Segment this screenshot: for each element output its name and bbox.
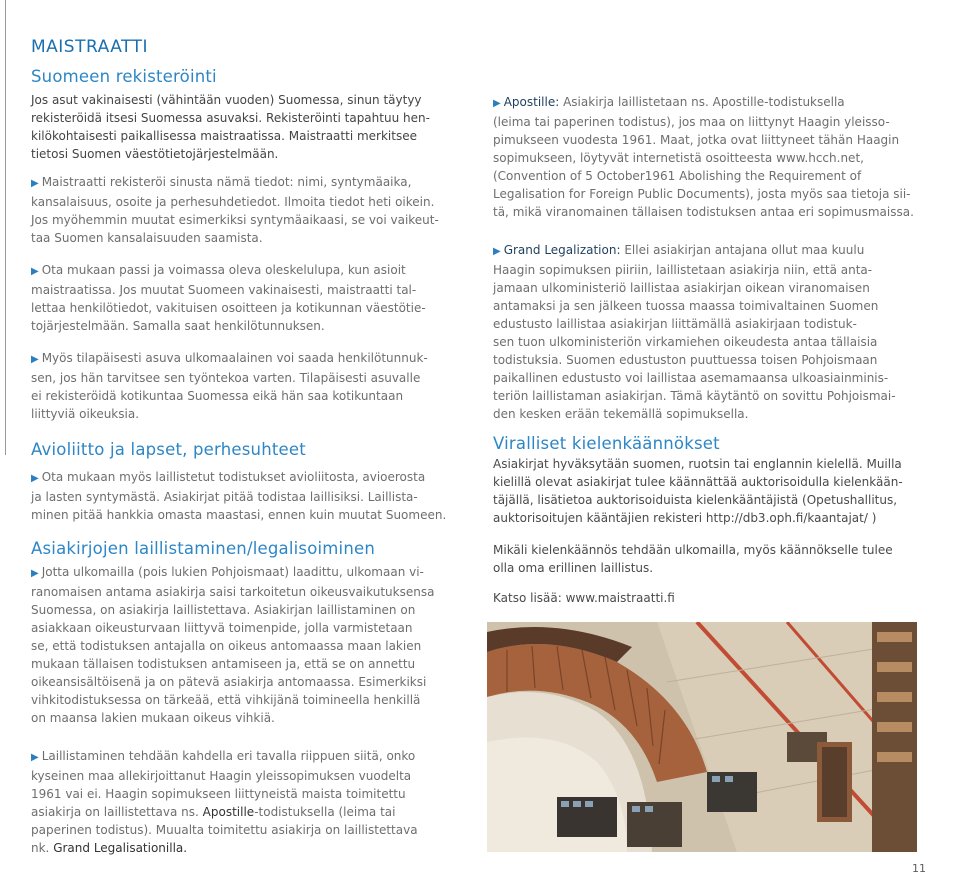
page-number: 11	[912, 862, 926, 875]
intro-paragraph: Jos asut vakinaisesti (vähintään vuoden) Suomessa, sinun täytyy rekisteröidä itsesi Suomessa asuvaksi. Rekisteröinti tapahtuu hen- kilökohtaisesti paikallisessa maistraatissa. Maistraatti merkitsee tietosi Suomen väestötietojärjestelmään.	[31, 93, 430, 161]
triangle-bullet-icon: ▶	[31, 473, 39, 484]
grand-legalization-paragraph: ▶ Grand Legalization: Ellei asiakirjan antajana ollut maa kuulu Haagin sopimuksen piiriin, laillistetaan asiakirja niin, että anta- jamaan ulkoministeriö laillistaa asiakirjan oikean viranomaisen antamaksi ja sen jälkeen tuossa maassa toimivaltainen Suomen edustusto laillistaa asiakirjan liittämällä asiakirjaan todistuk- sen tuon ulkoministeriön virkamiehen oikeudesta antaa tällaisia todistuksia. Suomen edustuston puuttuessa toisen Pohjoismaan paikallinen edustusto voi laillistaa asemamaansa ulkoasiainminis- teriön laillistaman asiakirjan. Tämä käytäntö on sovittu Pohjoismai- den kesken erään tekemällä sopimuksella.	[493, 243, 896, 421]
bullet-paragraph: ▶ Ota mukaan passi ja voimassa oleva oleskelulupa, kun asioit maistraatissa. Jos muutat Suomeen vakinaisesti, maistraatti tal- lettaa henkilötiedot, vakituisen osoitteen ja kotikunnan väestötie- tojärjestelmään. Samalla saat henkilötunnuksen.	[31, 263, 426, 333]
bullet-paragraph: ▶ Jotta ulkomailla (pois lukien Pohjoismaat) laadittu, ulkomaan vi- ranomaisen antama asiakirja saisi tarkoitetun oikeusvaikutuksensa Suomessa, on asiakirja laillistettava. Asiakirjan laillistaminen on asiakkaan oikeusturvaan liittyvä toimenpide, jolla varmistetaan se, että todistuksen antajalla on oikeus antomaassa maan lakien mukaan tällaisen todistuksen antamiseen ja, että se on annettu oikeansisältöisenä ja on pätevä asiakirja antomaassa. Esimerkiksi vihkitodistuksessa on tärkeää, että vihkijänä toimineella henkillä on maansa lakien mukaan oikeus vihkiä.	[31, 565, 435, 725]
page-title: MAISTRAATTI	[31, 37, 149, 57]
section-title-rekisterointi: Suomeen rekisteröinti	[31, 67, 217, 86]
apostille-paragraph: ▶ Apostille: Asiakirja laillistetaan ns. Apostille-todistuksella (leima tai paperinen todistus), jos maa on liittynyt Haagin yleisso- pimukseen vuodesta 1961. Maat, jotka ovat liittyneet tähän Haagin sopimukseen, löytyvät internetistä osoitteesta www.hcch.net, (Convention of 5 October1961 Abolishing the Requirement of Legalisation for Foreign Public Documents), josta myös saa tietoja sii- tä, mikä viranomainen tällaisen todistuksen antaa eri sopimusmaissa.	[493, 95, 914, 219]
translation-abroad-paragraph: Mikäli kielenkäännös tehdään ulkomailla, myös käännökselle tulee olla oma erillinen laillistus.	[493, 543, 893, 575]
left-column	[31, 36, 456, 871]
triangle-bullet-icon: ▶	[31, 266, 39, 277]
triangle-bullet-icon: ▶	[31, 178, 39, 189]
more-info-link[interactable]: Katso lisää: www.maistraatti.fi	[493, 591, 675, 605]
right-column	[493, 93, 920, 607]
left-margin-rule	[5, 0, 6, 455]
triangle-bullet-icon: ▶	[493, 98, 501, 109]
triangle-bullet-icon: ▶	[31, 568, 39, 579]
translations-paragraph: Asiakirjat hyväksytään suomen, ruotsin tai englannin kielellä. Muilla kielillä olevat asiakirjat tulee käännättää auktorisoidulla kielenkään- täjällä, lisätietoa auktorisoiduista kielenkääntäjistä (Opetushallitus, auktorisoitujen kääntäjien rekisteri http://db3.oph.fi/kaantajat/ )	[493, 457, 903, 525]
bullet-paragraph: ▶ Maistraatti rekisteröi sinusta nämä tiedot: nimi, syntymäaika, kansalaisuus, osoite ja perhesuhdetiedot. Ilmoita tiedot heti oikein. Jos myöhemmin muutat esimerkiksi syntymäaikaasi, se voi vaikeut- taa Suomen kansalaisuuden saamista.	[31, 175, 439, 245]
triangle-bullet-icon: ▶	[31, 752, 39, 763]
stairwell-photo	[487, 622, 917, 852]
bullet-paragraph: ▶ Laillistaminen tehdään kahdella eri tavalla riippuen siitä, onko kyseinen maa allekirjoittanut Haagin yleissopimuksen vuodelta 1961 vai ei. Haagin sopimukseen liittyneistä maista toimitettu asiakirja on laillistettava ns. Apostille-todistuksella (leima tai paperinen todistus). Muualta toimitettu asiakirja on laillistettava nk. Grand Legalisationilla.	[31, 749, 418, 855]
triangle-bullet-icon: ▶	[31, 354, 39, 365]
apostille-term: Apostille	[202, 805, 255, 819]
bullet-paragraph: ▶ Myös tilapäisesti asuva ulkomaalainen voi saada henkilötunnuk- sen, jos hän tarvitsee sen työntekoa varten. Tilapäisesti asuvalle ei rekisteröidä kotikuntaa Suomessa eikä hän saa kotikuntaan liittyviä oikeuksia.	[31, 351, 428, 421]
bullet-paragraph: ▶ Ota mukaan myös laillistetut todistukset avioliitosta, avioerosta ja lasten syntymästä. Asiakirjat pitää todistaa laillisiksi. Laillista- minen pitää hankkia omasta maastasi, ennen kuin muutat Suomeen.	[31, 470, 447, 522]
triangle-bullet-icon: ▶	[493, 246, 501, 257]
section-title-avioliitto: Avioliitto ja lapset, perhesuhteet	[31, 440, 306, 459]
grand-legalisation-term: Grand Legalisationilla.	[53, 841, 188, 855]
section-title-kielenkaannokset: Viralliset kielenkäännökset	[493, 434, 720, 453]
section-title-laillistaminen: Asiakirjojen laillistaminen/legalisoiminen	[31, 539, 375, 558]
